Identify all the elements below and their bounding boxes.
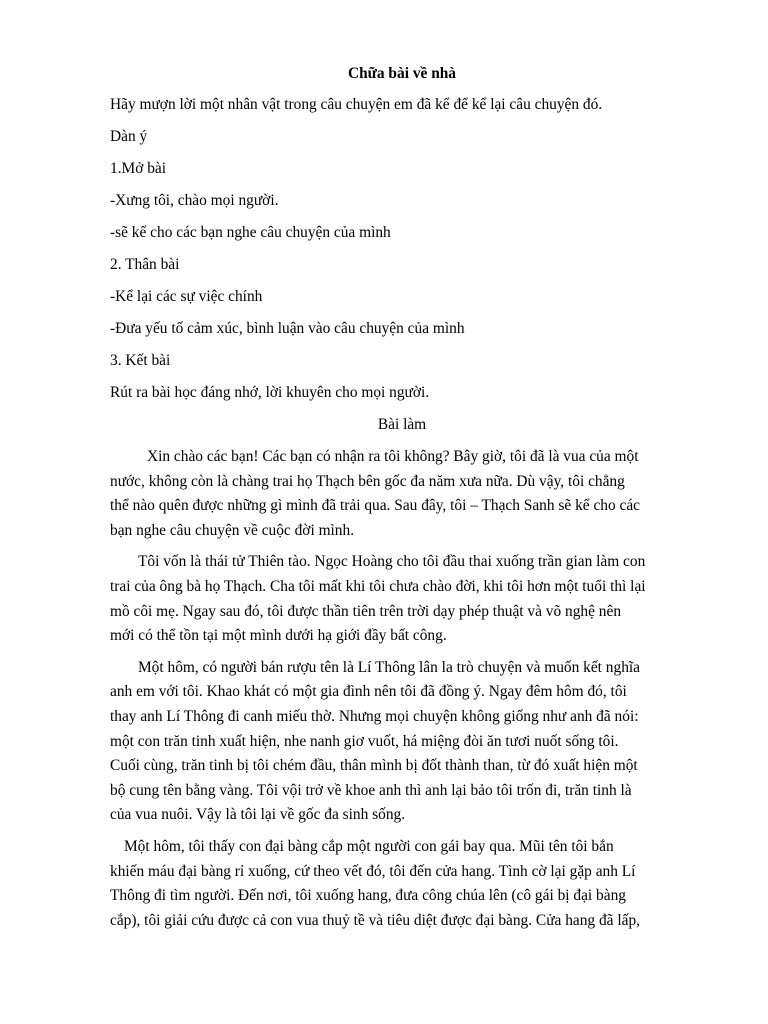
paragraph-line: mới có thể tồn tại một mình dưới hạ giới đầy bất công. bbox=[110, 627, 447, 645]
outline-intro-heading: 1.Mở bài bbox=[110, 160, 167, 177]
paragraph-line: bộ cung tên bằng vàng. Tôi vội trở về khoe anh thì anh lại bảo tôi trốn đi, trăn tinh là bbox=[110, 781, 632, 799]
outline-body-heading: 2. Thân bài bbox=[110, 256, 180, 273]
paragraph-line: của vua nuôi. Vậy là tôi lại về gốc đa sinh sống. bbox=[110, 806, 406, 824]
paragraph-line: cắp), tôi giải cứu được cả con vua thuỷ tề và tiêu diệt được đại bàng. Cửa hang đã lấp, bbox=[110, 911, 640, 929]
paragraph-line: Một hôm, có người bán rượu tên là Lí Thông lân la trò chuyện và muốn kết nghĩa bbox=[138, 658, 640, 676]
outline-heading: Dàn ý bbox=[110, 128, 148, 145]
paragraph-line: khiến máu đại bàng rỉ xuống, cứ theo vết đó, tôi đến cửa hang. Tình cờ lại gặp anh Lí bbox=[110, 862, 636, 880]
paragraph-line: mồ côi mẹ. Ngay sau đó, tôi được thần tiên trên trời dạy phép thuật và võ nghệ nên bbox=[110, 602, 622, 620]
outline-body-point-2: -Đưa yếu tố cảm xúc, bình luận vào câu chuyện của mình bbox=[110, 320, 465, 337]
document-page bbox=[110, 64, 694, 940]
outline-body-point-1: -Kể lại các sự việc chính bbox=[110, 288, 263, 305]
paragraph-line: Tôi vốn là thái tử Thiên tào. Ngọc Hoàng cho tôi đầu thai xuống trần gian làm con bbox=[138, 553, 646, 571]
paragraph-line: thể nào quên được những gì mình đã trải qua. Sau đây, tôi – Thạch Sanh sẽ kể cho các bbox=[110, 497, 641, 515]
document-title: Chữa bài về nhà bbox=[347, 65, 457, 82]
essay-paragraph bbox=[110, 656, 694, 828]
paragraph-line: Xin chào các bạn! Các bạn có nhận ra tôi không? Bây giờ, tôi đã là vua của một bbox=[147, 448, 639, 465]
essay-heading: Bài làm bbox=[377, 416, 427, 433]
essay-paragraph bbox=[110, 835, 694, 933]
paragraph-line: anh em với tôi. Khao khát có một gia đình nên tôi đã đồng ý. Ngay đêm hôm đó, tôi bbox=[110, 683, 627, 701]
outline-intro-point-1: -Xưng tôi, chào mọi người. bbox=[110, 192, 279, 209]
paragraph-line: Một hôm, tôi thấy con đại bàng cắp một người con gái bay qua. Mũi tên tôi bắn bbox=[124, 837, 614, 855]
paragraph-line: Thông đi tìm người. Đến nơi, tôi xuống hang, đưa công chúa lên (cô gái bị đại bàng bbox=[110, 887, 626, 905]
assignment-prompt: Hãy mượn lời một nhân vật trong câu chuyện em đã kể để kể lại câu chuyện đó. bbox=[110, 96, 603, 113]
paragraph-line: nước, không còn là chàng trai họ Thạch bên gốc đa năm xưa nữa. Dù vậy, tôi chẳng bbox=[110, 472, 625, 490]
outline-conclusion-heading: 3. Kết bài bbox=[110, 352, 171, 369]
outline-intro-point-2: -sẽ kể cho các bạn nghe câu chuyện của mình bbox=[110, 224, 391, 241]
paragraph-line: thay anh Lí Thông đi canh miếu thờ. Nhưng mọi chuyện không giống như anh đã nói: bbox=[110, 707, 639, 725]
essay-paragraph bbox=[110, 445, 694, 543]
paragraph-line: bạn nghe câu chuyện về cuộc đời mình. bbox=[110, 521, 355, 539]
paragraph-line: một con trăn tinh xuất hiện, nhe nanh giơ vuốt, há miệng đòi ăn tươi nuốt sống tôi. bbox=[110, 732, 619, 750]
essay-paragraph bbox=[110, 550, 694, 648]
paragraph-line: Cuối cùng, trăn tinh bị tôi chém đầu, thân mình bị đốt thành than, từ đó xuất hiện một bbox=[110, 757, 638, 775]
paragraph-line: trai của ông bà họ Thạch. Cha tôi mất khi tôi chưa chào đời, khi tôi hơn một tuổi thì lại bbox=[110, 577, 646, 595]
outline-conclusion-point: Rút ra bài học đáng nhớ, lời khuyên cho mọi người. bbox=[110, 384, 430, 401]
